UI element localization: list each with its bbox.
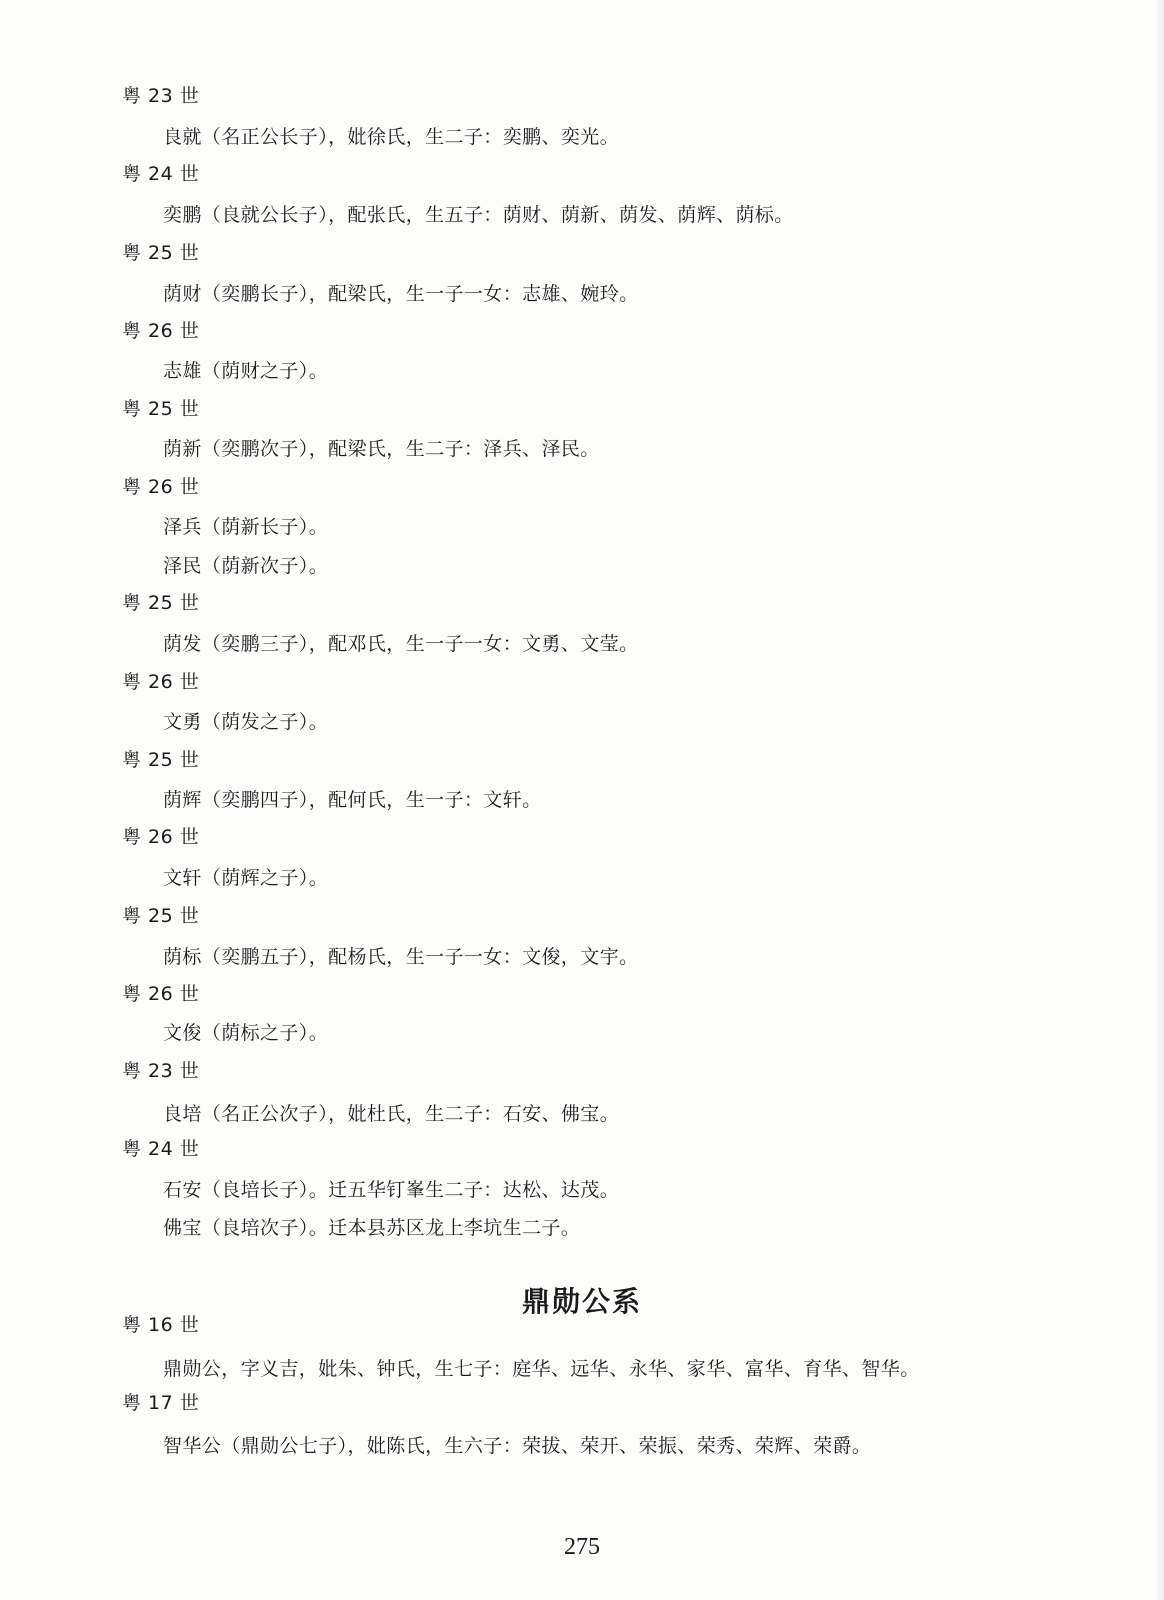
generation-heading: 粤 25 世 <box>122 749 200 771</box>
generation-heading: 粤 25 世 <box>122 592 200 614</box>
scan-edge-shadow <box>1154 0 1164 1600</box>
generation-heading: 粤 24 世 <box>122 163 200 185</box>
genealogy-entry: 荫发（奕鹏三子），配邓氏，生一子一女：文勇、文莹。 <box>163 633 639 655</box>
generation-heading: 粤 26 世 <box>122 671 200 693</box>
generation-heading: 粤 26 世 <box>122 983 200 1005</box>
genealogy-entry: 石安（良培长子）。迁五华钉峯生二子：达松、达茂。 <box>163 1179 620 1201</box>
genealogy-entry: 荫新（奕鹏次子），配梁氏，生二子：泽兵、泽民。 <box>163 438 600 460</box>
generation-heading: 粤 25 世 <box>122 242 200 264</box>
generation-heading: 粤 26 世 <box>122 476 200 498</box>
genealogy-entry: 志雄（荫财之子）。 <box>163 360 329 382</box>
generation-heading: 粤 23 世 <box>122 85 200 107</box>
generation-heading: 粤 26 世 <box>122 320 200 342</box>
generation-heading: 粤 24 世 <box>122 1138 200 1160</box>
genealogy-entry: 文轩（荫辉之子）。 <box>163 867 329 889</box>
genealogy-entry: 荫辉（奕鹏四子），配何氏，生一子：文轩。 <box>163 789 542 811</box>
generation-heading: 粤 25 世 <box>122 905 200 927</box>
generation-heading: 粤 26 世 <box>122 826 200 848</box>
genealogy-entry: 泽民（荫新次子）。 <box>163 555 329 577</box>
genealogy-entry: 佛宝（良培次子）。迁本县苏区龙上李坑生二子。 <box>163 1217 581 1239</box>
genealogy-entry: 文俊（荫标之子）。 <box>163 1022 329 1044</box>
genealogy-entry: 智华公（鼎勋公七子），妣陈氏，生六子：荣拔、荣开、荣振、荣秀、荣辉、荣爵。 <box>163 1435 872 1457</box>
genealogy-entry: 良就（名正公长子），妣徐氏，生二子：奕鹏、奕光。 <box>163 126 620 148</box>
genealogy-entry: 奕鹏（良就公长子），配张氏，生五子：荫财、荫新、荫发、荫辉、荫标。 <box>163 204 794 226</box>
genealogy-entry: 荫标（奕鹏五子），配杨氏，生一子一女：文俊，文宇。 <box>163 946 639 968</box>
generation-heading: 粤 23 世 <box>122 1060 200 1082</box>
genealogy-entry: 鼎勋公，字义吉，妣朱、钟氏，生七子：庭华、远华、永华、家华、富华、育华、智华。 <box>163 1358 920 1380</box>
genealogy-entry: 泽兵（荫新长子）。 <box>163 516 329 538</box>
generation-heading: 粤 16 世 <box>122 1314 200 1336</box>
genealogy-entry: 文勇（荫发之子）。 <box>163 711 329 733</box>
generation-heading: 粤 17 世 <box>122 1392 200 1414</box>
page-number: 275 <box>564 1534 600 1560</box>
section-title: 鼎勋公系 <box>521 1285 642 1318</box>
generation-heading: 粤 25 世 <box>122 398 200 420</box>
genealogy-entry: 良培（名正公次子），妣杜氏，生二子：石安、佛宝。 <box>163 1103 620 1125</box>
genealogy-entry: 荫财（奕鹏长子），配梁氏，生一子一女：志雄、婉玲。 <box>163 283 639 305</box>
